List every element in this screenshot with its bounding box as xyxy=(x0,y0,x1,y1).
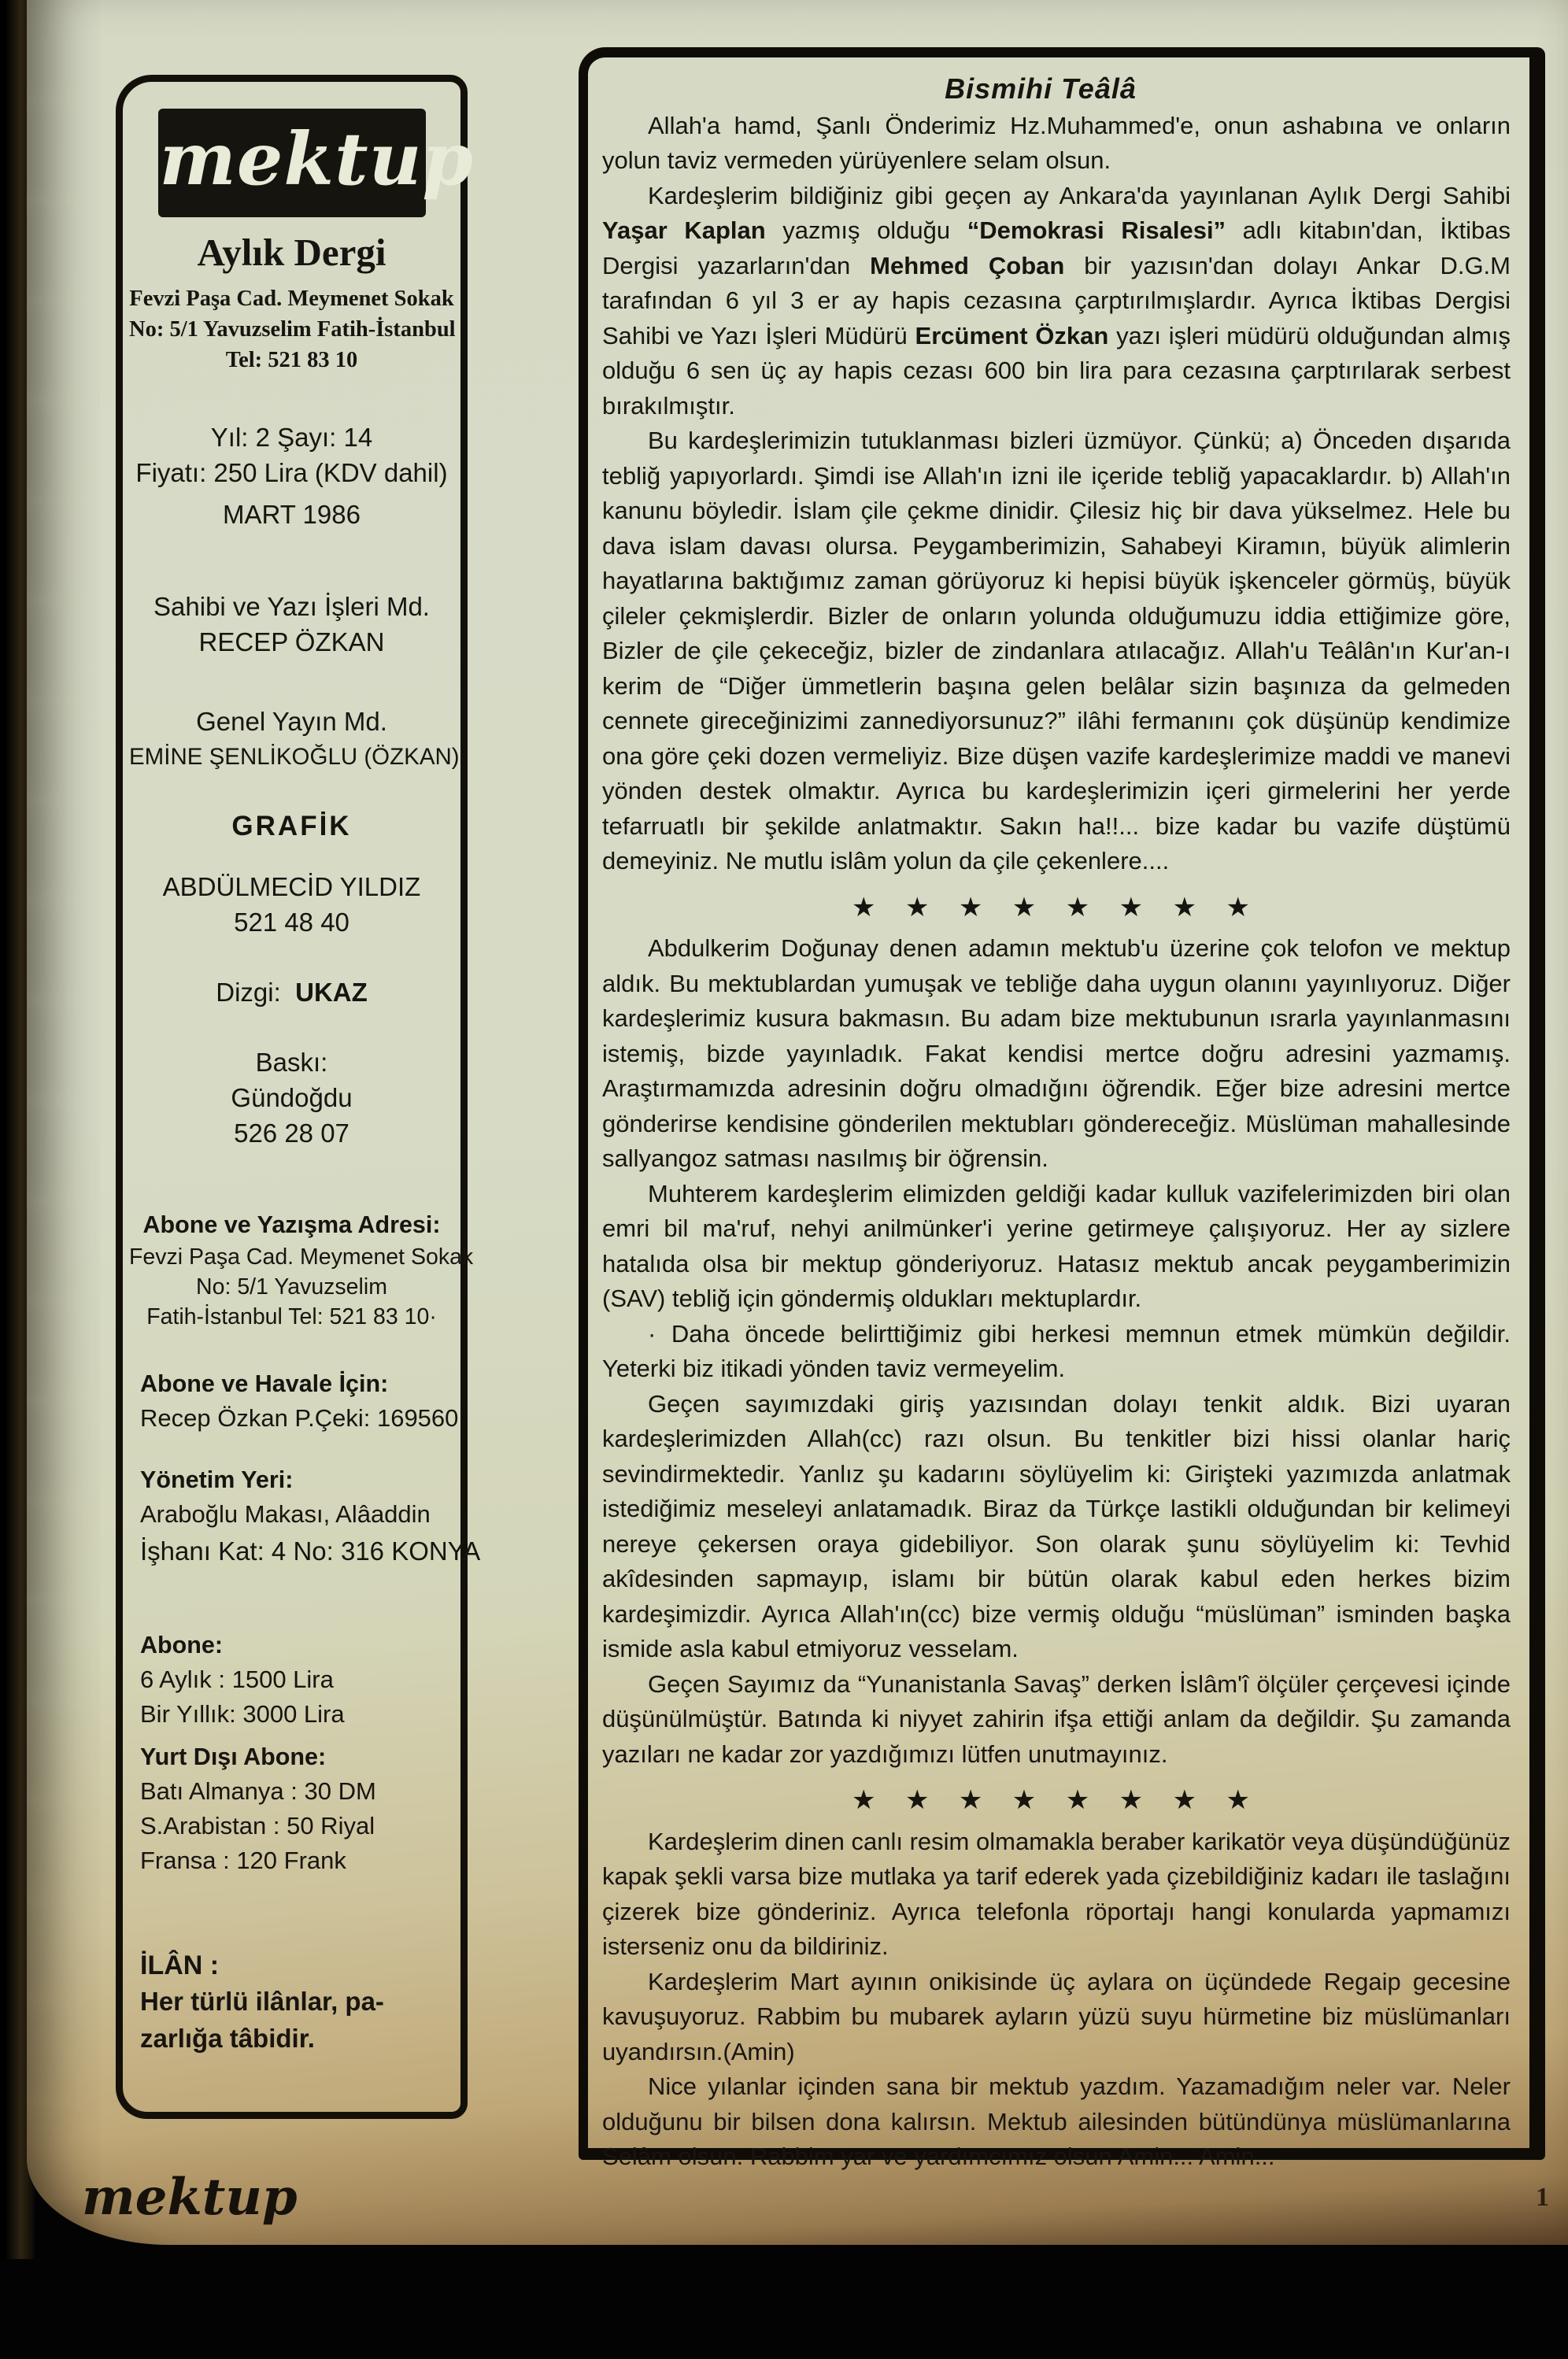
dizgi-label: Dizgi: xyxy=(216,977,281,1007)
editorial-paragraph: Muhterem kardeşlerim elimizden geldiği kadar kulluk vazifelerimizden biri olan emri bil ma'ruf, nehyi anilmünker'i yerine getirmeye çalışıyoruz. Her ay sizlere hatalıda olsa bir mektup gönderiyoruz. Hatasız mektub ancak peygamberimizin (SAV) tebliğ için göndermiş oldukları mektuplardır. xyxy=(602,1179,1511,1312)
date-line: MART 1986 xyxy=(223,499,361,529)
bismihi-heading: Bismihi Teâlâ xyxy=(945,72,1137,105)
ilan-line: zarlığa tâbidir. xyxy=(140,2024,315,2053)
mektup-logo: mektup xyxy=(159,116,474,202)
page-number: 1 xyxy=(1536,2183,1549,2212)
ilan-lines xyxy=(129,1983,454,2057)
grafik-name: ABDÜLMECİD YILDIZ xyxy=(162,871,421,901)
dizgi-line xyxy=(129,974,454,1010)
star-separator: ★ ★ ★ ★ ★ ★ ★ ★ xyxy=(852,1785,1261,1815)
ilan-title: İLÂN : xyxy=(140,1950,220,1980)
editorial-paragraph: Abdulkerim Doğunay denen adamın mektub'u üzerine çok telofon ve mektup aldık. Bu mektublardan yumuşak ve tebliğe daha uygun olanını yayınlıyoruz. Diğer kardeşlerimiz kusura bakmasın. Bu adam bize mektubunun ısrarla yayınlanmasını istemiş, bizde yayınladık. Fakat kendisi mertce doğru adresini yazmamış. Araştırmamızda adresinin doğru olmadığını öğrendik. Eğer bize adresini mertce gönderirse kendisine gönderilen mektubları göndereceğiz. Müslüman mahallesinde sallyangoz satması nasılmış bir öğrensin. xyxy=(602,934,1511,1172)
dizgi-value: UKAZ xyxy=(295,977,368,1007)
issue-line: Yıl: 2 Şayı: 14 xyxy=(210,422,373,452)
editorial-paragraph: Geçen Sayımız da “Yunanistanla Savaş” derken İslâm'î ölçüler çerçevesi içinde düşünülmüştür. Batında ki niyyet zahirin ifşa ettiği anlam da değildir. Şu zamanda yazıları ne kadar zor yazdığımızı lütfen unutmayınız. xyxy=(602,1669,1511,1768)
masthead-address-line-2: No: 5/1 Yavuzselim Fatih-İstanbul xyxy=(129,316,456,342)
yonetim-title: Yönetim Yeri: xyxy=(140,1466,294,1493)
subscription-address-line-2: No: 5/1 Yavuzselim xyxy=(196,1274,387,1300)
yonetim-line-2: İşhanı Kat: 4 No: 316 KONYA xyxy=(140,1536,481,1566)
editorial-paragraph: Kardeşlerim Mart ayının onikisinde üç aylara on üçündede Regaip gecesine kavuşuyoruz. Rabbim bu mubarek ayların yüzü suyu hürmetine biz müslümanları uyandırsın.(Amin) xyxy=(602,1967,1511,2065)
baski-phone: 526 28 07 xyxy=(234,1118,349,1148)
editorial-blocks xyxy=(602,109,1511,2175)
editorial-paragraph: · Daha öncede belirttiğimiz gibi herkesi memnun etmek mümkün değildir. Yeterki biz itikadi yönden taviz vermeyelim. xyxy=(602,1319,1511,1382)
yurtdisi-title: Yurt Dışı Abone: xyxy=(140,1743,327,1770)
abone-item: 6 Aylık : 1500 Lira xyxy=(140,1665,334,1693)
masthead-phone: Tel: 521 83 10 xyxy=(225,347,358,372)
price-line: Fiyatı: 250 Lira (KDV dahil) xyxy=(135,457,448,487)
grafik-title: GRAFİK xyxy=(231,810,352,841)
yurtdisi-list xyxy=(129,1774,454,1878)
baski-label: Baskı: xyxy=(255,1047,328,1077)
footer-logo: mektup xyxy=(82,2168,298,2227)
editorial-paragraph: Kardeşlerim dinen canlı resim olmamakla beraber karikatör veya düşündüğünüz kapak şekli varsa bize mutlaka ya tarif ederek yada çizebildiğiniz kadarı ile taslağını çizerek bize gönderiniz. Ayrıca telefonla röportajı hangi konularda yapmamızı isterseniz onu da bildiriniz. xyxy=(602,1827,1511,1960)
editor-title: Genel Yayın Md. xyxy=(196,706,387,736)
havale-value: Recep Özkan P.Çeki: 169560 xyxy=(140,1403,459,1432)
subscription-address-title: Abone ve Yazışma Adresi: xyxy=(142,1211,441,1238)
masthead xyxy=(116,75,481,2119)
editorial-paragraph: Bu kardeşlerimizin tutuklanması bizleri üzmüyor. Çünkü; a) Önceden dışarıda tebliğ yapıyorlardı. Şimdi ise Allah'ın izni ile içeride tebliğ yapacaklardır. b) Allah'ın kanunu böyledir. İslam çile çekme dinidir. Çilesiz hiç bir dava yükselmez. Hele bu dava islam davası olursa. Peygamberimizin, Sahabeyi Kiramın, büyük alimlerin hayatlarına baktığımız zaman görüyoruz ki hepisi büyük işkenceler görmüş, büyük çileler çekmişlerdir. Bizler de onların yolunda olduğumuzu iddia ettiğimize göre, Bizler de çile çekeceğiz, bizler de zindanlara atılacağız. Allah'u Teâlân'ın Kur'an-ı kerim de “Diğer ümmetlerin başına gelen belâlar sizin başınıza da gelmeden cennete gireceğinizimi zannediyorsunuz?” ilâhi fermanını çok düşünüp kendimize ona göre çeki dozen vermeliyiz. Bize düşen vazife kardeşlerimize maddi ve manevi yönden destek olmaktır. Ayrıca bu kardeşlerimizin içeri girmelerini her yerde tefarruatlı bir şekilde anlatmaktır. Sakın ha!!... bize kadar bu vazife düştümü demeyiniz. Ne mutlu islâm yolun da çile çekenlere.... xyxy=(602,427,1511,874)
owner-title: Sahibi ve Yazı İşleri Md. xyxy=(153,591,430,621)
editor-name: EMİNE ŞENLİKOĞLU (ÖZKAN) xyxy=(129,743,460,770)
yurtdisi-item: Fransa : 120 Frank xyxy=(140,1846,346,1874)
abone-item: Bir Yıllık: 3000 Lira xyxy=(140,1699,345,1728)
page-footer xyxy=(82,2158,1568,2237)
yurtdisi-item: Batı Almanya : 30 DM xyxy=(140,1777,376,1805)
yurtdisi-item: S.Arabistan : 50 Riyal xyxy=(140,1811,375,1840)
magazine-type: Aylık Dergi xyxy=(197,231,386,274)
editorial-paragraph: Geçen sayımızdaki giriş yazısından dolayı tenkit aldık. Bizi uyaran kardeşlerimizden Allah(cc) razı olsun. Bu tenkitler bizi hissi olanlar hariç sevindirmektedir. Yanlız şu kadarını söylüyelim ki: Girişteki yazımızda anlatmak istediğimiz meseleyi anlatamadık. Biraz da Türkçe lastikli olduğundan bir kelimeyi nereye çekersen oraya gidebiliyor. Son olarak şunu söylüyelim ki: Tevhid akîdesinden sapmayıp, islamı bir bütün olarak kabul eden herkes bizim kardeşimizdir. Ayrıca Allah'ın(cc) bize vermiş olduğu “müslüman” isminden başka ismide asla kabul etmiyoruz vesselam. xyxy=(602,1389,1511,1662)
owner-name: RECEP ÖZKAN xyxy=(198,627,385,656)
masthead-address-line-1: Fevzi Paşa Cad. Meymenet Sokak xyxy=(129,286,454,311)
editorial-column xyxy=(579,47,1545,2170)
editorial-paragraph: Kardeşlerim bildiğiniz gibi geçen ay Ankara'da yayınlanan Aylık Dergi Sahibi Yaşar Kaplan yazmış olduğu “Demokrasi Risalesi” adlı kitabın'dan, İktibas Dergisi yazarların'dan Mehmed Çoban bir yazısın'dan dolayı Ankar D.G.M tarafından 6 yıl 3 er ay hapis cezasına çarptırılmışlardır. Ayrıca İktibas Dergisi Sahibi ve Yazı İşleri Müdürü Ercüment Özkan yazı işleri müdürü olduğundan almış olduğu 6 sen üç ay hapis cezası 600 bin lira para cezasına çarptırılarak serbest bırakılmıştır. xyxy=(602,181,1511,420)
yonetim-line-1: Araboğlu Makası, Alâaddin xyxy=(140,1499,431,1528)
subscription-address-line-1: Fevzi Paşa Cad. Meymenet Sokak xyxy=(129,1244,474,1270)
ilan-block xyxy=(129,1948,454,2057)
paper-sheet xyxy=(27,0,1568,2245)
abone-title: Abone: xyxy=(140,1631,224,1658)
editorial-text xyxy=(602,72,1511,2175)
star-separator: ★ ★ ★ ★ ★ ★ ★ ★ xyxy=(852,892,1261,923)
havale-title: Abone ve Havale İçin: xyxy=(140,1370,389,1397)
ilan-line: Her türlü ilânlar, pa- xyxy=(140,1987,384,2016)
abone-list xyxy=(129,1662,454,1732)
mektup-logo-box xyxy=(159,110,474,216)
baski-name: Gündoğdu xyxy=(231,1082,353,1112)
subscription-address-line-3: Fatih-İstanbul Tel: 521 83 10· xyxy=(146,1303,437,1329)
editorial-paragraph: Nice yılanlar içinden sana bir mektub yazdım. Yazamadığım neler var. Neler olduğunu bir bilsen dona kalırsın. Mektub ailesinden bütündünya müslümanlarına Selâm olsun. Rabbim yar ve yardımcımız olsun Amin... Amin... xyxy=(602,2072,1511,2170)
editorial-paragraph: Allah'a hamd, Şanlı Önderimiz Hz.Muhammed'e, onun ashabına ve onların yolun taviz vermeden yürüyenlere selam olsun. xyxy=(602,111,1511,174)
grafik-phone: 521 48 40 xyxy=(234,907,349,937)
